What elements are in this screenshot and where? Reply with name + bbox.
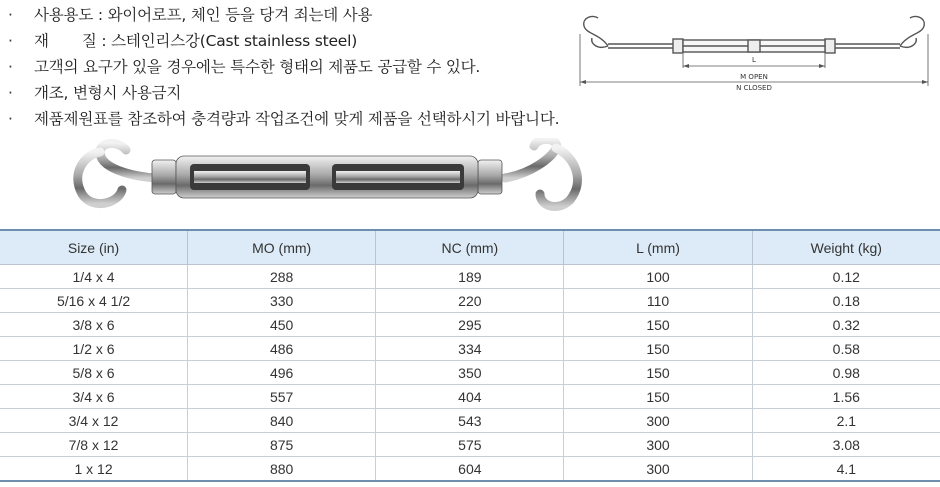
table-cell: 150 xyxy=(564,361,752,385)
table-cell: 300 xyxy=(564,433,752,457)
table-cell: 880 xyxy=(188,457,376,482)
table-cell: 288 xyxy=(188,265,376,289)
table-cell: 5/16 x 4 1/2 xyxy=(0,289,188,313)
table-header-row xyxy=(0,230,940,265)
note-text: 제품제원표를 참조하여 충격량과 작업조건에 맞게 제품을 선택하시기 바랍니다. xyxy=(34,110,560,128)
column-header-size: Size (in) xyxy=(0,230,188,265)
table-cell: 3/8 x 6 xyxy=(0,313,188,337)
table-cell: 486 xyxy=(188,337,376,361)
table-cell: 300 xyxy=(564,409,752,433)
note-line xyxy=(8,106,648,132)
table-cell: 1/2 x 6 xyxy=(0,337,188,361)
table-cell: 110 xyxy=(564,289,752,313)
bullet: · xyxy=(8,110,13,128)
table-cell: 150 xyxy=(564,385,752,409)
table-cell: 3/4 x 6 xyxy=(0,385,188,409)
table-cell: 575 xyxy=(376,433,564,457)
table-cell: 330 xyxy=(188,289,376,313)
table-cell: 604 xyxy=(376,457,564,482)
table-cell: 3.08 xyxy=(752,433,940,457)
bullet: · xyxy=(8,6,13,24)
note-text: 개조, 변형시 사용금지 xyxy=(34,84,182,102)
table-cell: 1/4 x 4 xyxy=(0,265,188,289)
table-cell: 150 xyxy=(564,337,752,361)
table-row xyxy=(0,457,940,482)
table-row xyxy=(0,385,940,409)
bullet: · xyxy=(8,58,13,76)
table-cell: 557 xyxy=(188,385,376,409)
table-row xyxy=(0,289,940,313)
table-row xyxy=(0,433,940,457)
table-row xyxy=(0,265,940,289)
note-line xyxy=(8,54,648,80)
column-header-nc: NC (mm) xyxy=(376,230,564,265)
table-cell: 7/8 x 12 xyxy=(0,433,188,457)
bullet: · xyxy=(8,84,13,102)
table-cell: 334 xyxy=(376,337,564,361)
table-cell: 2.1 xyxy=(752,409,940,433)
table-cell: 0.12 xyxy=(752,265,940,289)
column-header-mo: MO (mm) xyxy=(188,230,376,265)
table-cell: 100 xyxy=(564,265,752,289)
table-cell: 5/8 x 6 xyxy=(0,361,188,385)
table-cell: 0.98 xyxy=(752,361,940,385)
table-cell: 496 xyxy=(188,361,376,385)
note-line xyxy=(8,28,648,54)
table-cell: 220 xyxy=(376,289,564,313)
table-cell: 189 xyxy=(376,265,564,289)
table-row xyxy=(0,361,940,385)
table-cell: 4.1 xyxy=(752,457,940,482)
note-line xyxy=(8,2,648,28)
note-text: 고객의 요구가 있을 경우에는 특수한 형태의 제품도 공급할 수 있다. xyxy=(34,58,481,76)
table-cell: 404 xyxy=(376,385,564,409)
table-cell: 300 xyxy=(564,457,752,482)
table-cell: 450 xyxy=(188,313,376,337)
table-cell: 0.58 xyxy=(752,337,940,361)
turnbuckle-dimension-diagram xyxy=(578,4,930,94)
bullet: · xyxy=(8,32,13,50)
column-header-l: L (mm) xyxy=(564,230,752,265)
turnbuckle-product-photo xyxy=(60,138,600,220)
note-line xyxy=(8,80,648,106)
table-cell: 875 xyxy=(188,433,376,457)
table-cell: 0.32 xyxy=(752,313,940,337)
n-closed-label: N CLOSED xyxy=(736,84,772,92)
table-row xyxy=(0,337,940,361)
note-text: 사용용도 : 와이어로프, 체인 등을 당겨 죄는데 사용 xyxy=(34,6,373,24)
specification-table xyxy=(0,229,940,482)
table-cell: 350 xyxy=(376,361,564,385)
table-cell: 1.56 xyxy=(752,385,940,409)
m-open-label: M OPEN xyxy=(740,73,768,81)
table-cell: 0.18 xyxy=(752,289,940,313)
table-cell: 840 xyxy=(188,409,376,433)
table-row xyxy=(0,313,940,337)
table-cell: 295 xyxy=(376,313,564,337)
table-cell: 150 xyxy=(564,313,752,337)
l-dimension-label: L xyxy=(752,56,756,64)
table-cell: 1 x 12 xyxy=(0,457,188,482)
note-text: 재 질 : 스테인리스강(Cast stainless steel) xyxy=(34,32,358,50)
column-header-weight: Weight (kg) xyxy=(752,230,940,265)
table-row xyxy=(0,409,940,433)
product-notes xyxy=(8,2,648,132)
table-cell: 3/4 x 12 xyxy=(0,409,188,433)
table-cell: 543 xyxy=(376,409,564,433)
